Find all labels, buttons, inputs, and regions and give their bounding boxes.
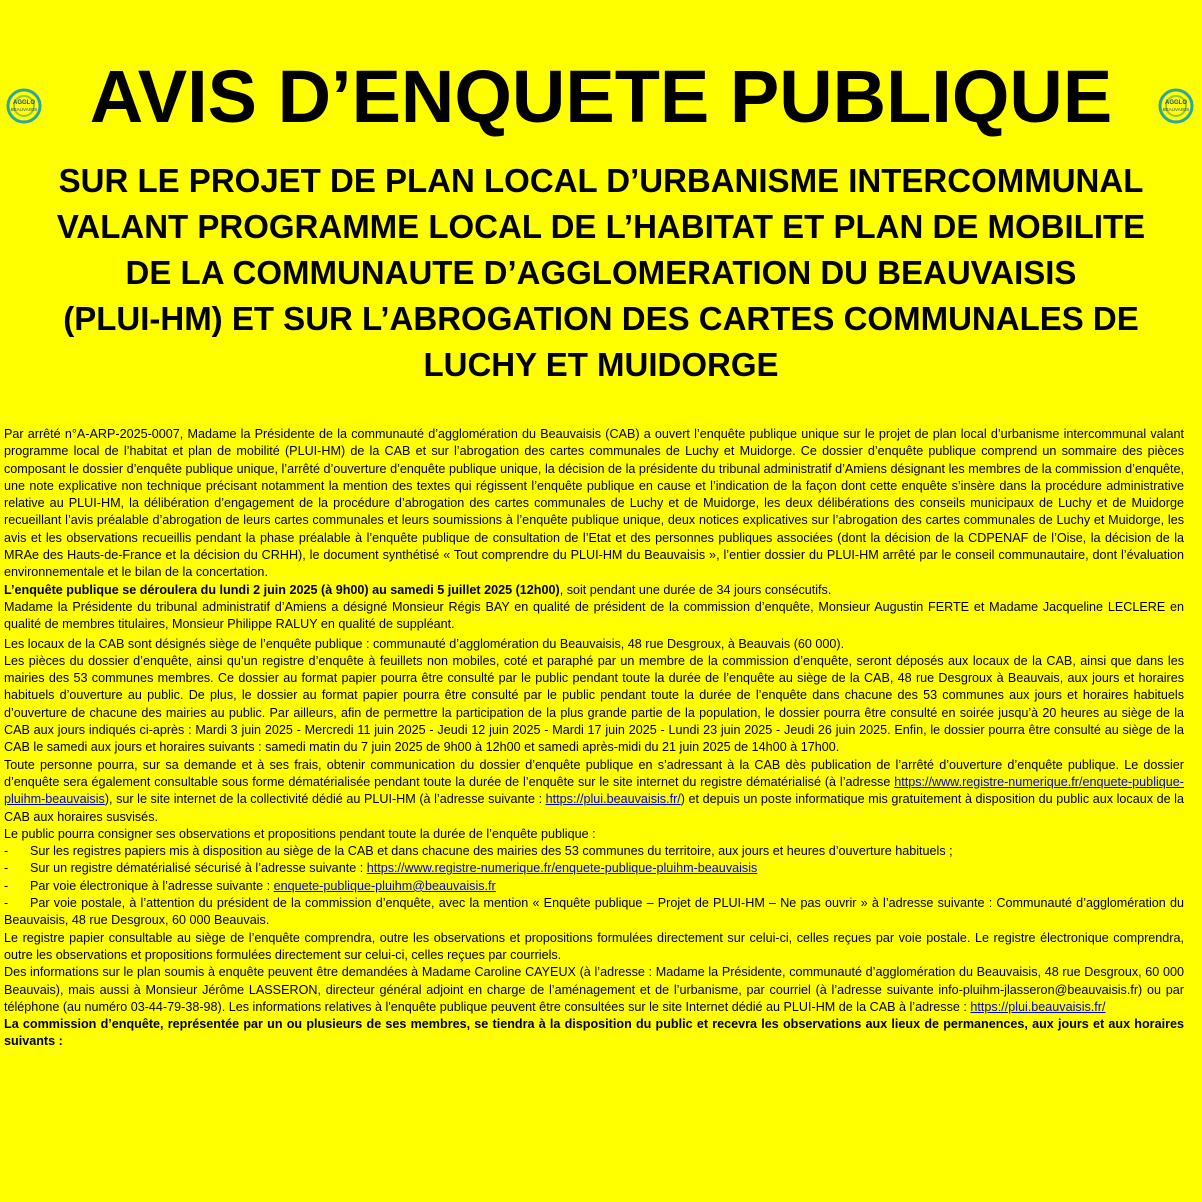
- paragraph-dates: [4, 582, 1184, 599]
- dash: -: [4, 878, 9, 893]
- list-item: [4, 843, 1184, 860]
- list-item: [4, 860, 1184, 877]
- list-item-text: Sur les registres papiers mis à disposition au siège de la CAB et dans chacune des mairies des 53 communes du territoire, aux jours et heures d’ouverture habituels ;: [30, 844, 953, 859]
- dash: -: [4, 896, 9, 911]
- paragraph-dossier: Par arrêté n°A-ARP-2025-0007, Madame la Présidente de la communauté d’agglomération du Beauvaisis (CAB) a ouvert l’enquête publique unique sur le projet de plan local d’urbanisme intercommunal valant programme local de l’habitat et plan de mobilité (PLUI-HM) de la CAB et sur l’abrogation des cartes communales de Luchy et Muidorge. Ce dossier d’enquête publique comprend un sommaire des pièces composant le dossier d’enquête publique unique, l’arrêté d’ouverture d’enquête publique unique, la décision de la présidente du tribunal administratif d’Amiens désignant les membres de la commission d’enquête, une note explicative non technique précisant notamment la mention des textes qui régissent l’enquête publique en cause et l’indication de la façon dont cette enquête s’insère dans la procédure administrative relative au PLUI-HM, la délibération d’engagement de la procédure d’abrogation des cartes communales de Luchy et de Muidorge, les deux délibérations des conseils municipaux de Luchy et de Muidorge recueillant l’avis préalable d’abrogation de leurs cartes communales et leurs soumissions à l’enquête publique unique, deux notices explicatives sur l’abrogation des cartes communales de Luchy et Muidorge, les avis et les observations recueillis pendant la phase préalable à l’enquête publique de consultation de l’Etat et des personnes publiques associées (dont la décision de la CDPENAF de l’Oise, la décision de la MRAe des Hauts-de-France et la décision du CRHH), le document synthétisé « Tout comprendre du PLUI-HM du Beauvaisis », l’entier dossier du PLUI-HM arrêté par le conseil communautaire, dont l’évaluation environnementale et le bilan de la concertation.: [4, 427, 1184, 580]
- paragraph-commission: Madame la Présidente du tribunal administratif d’Amiens a désigné Monsieur Régis BAY en qualité de président de la commission d’enquête, Monsieur Augustin FERTE et Madame Jacqueline LECLERE en qualité de membres titulaires, Monsieur Philippe RALUY en qualité de suppléant.: [4, 599, 1184, 632]
- svg-text:AGGLO: AGGLO: [13, 100, 35, 106]
- registre-link[interactable]: https://www.registre-numerique.fr/enquete-publique-pluihm-beauvaisis: [4, 774, 1184, 807]
- subtitle-line: DE LA COMMUNAUTE D’AGGLOMERATION DU BEAUVAISIS: [125, 254, 1077, 291]
- page-title: AVIS D’ENQUETE PUBLIQUE: [89, 55, 1113, 138]
- text: Toute personne pourra, sur sa demande et à ses frais, obtenir communication du dossier d’enquête publique en s’adressant à la CAB dès publication de l’arrêté d’ouverture d’enquête publique. Le dossier d’enquête sera également consultable sous forme dématérialisée pendant toute la durée de l’enquête sur le site internet du registre dématérialisé (à l’adresse: [4, 757, 1184, 789]
- subtitle-line: VALANT PROGRAMME LOCAL DE L’HABITAT ET PLAN DE MOBILITE: [56, 208, 1146, 245]
- paragraph-registre: Le registre papier consultable au siège de l’enquête comprendra, outre les observations et propositions formulées directement sur celui-ci, celles reçues par voie postale. Le registre électronique comprendra, outre les observations et propositions formulées directement sur celui-ci, celles reçues par courriels.: [4, 930, 1184, 962]
- paragraph-consultation: Les pièces du dossier d’enquête, ainsi qu’un registre d’enquête à feuillets non mobiles, coté et paraphé par un membre de la commission d’enquête, seront déposés aux locaux de la CAB, ainsi que dans les mairies des 53 communes membres. Ce dossier au format papier pourra être consulté par le public pendant toute la durée de l’enquête au siège de la CAB, 48 rue Desgroux à Beauvais, aux jours et horaires habituels d’ouverture au public. De plus, le dossier au format papier pourra être consulté par le public pendant toute la durée de l’enquête dans chacune des 53 communes aux jours et horaires habituels d’ouverture de chacune des mairies au public. Par ailleurs, afin de permettre la participation de la plus grande partie de la population, le dossier pourra être consulté en soirée jusqu’à 20 heures au siège de la CAB aux jours indiqués ci-après : Mardi 3 juin 2025 - Mercredi 11 juin 2025 - Jeudi 12 juin 2025 - Mardi 17 juin 2025 - Lundi 23 juin 2025 - Jeudi 26 juin 2025. Enfin, le dossier pourra être consulté au siège de la CAB le samedi aux jours et horaires suivants : samedi matin du 7 juin 2025 de 9h00 à 12h00 et samedi après-midi du 21 juin 2025 de 14h00 à 17h00.: [4, 653, 1184, 755]
- paragraph-permanences: La commission d’enquête, représentée par un ou plusieurs de ses membres, se tiendra à la disposition du public et recevra les observations aux lieux de permanences, aux jours et aux horaires suivants :: [4, 1017, 1184, 1049]
- plui-site-link[interactable]: https://plui.beauvaisis.fr/: [545, 792, 681, 807]
- list-item: [4, 895, 1184, 930]
- paragraph-communication: [4, 757, 1184, 826]
- list-item: [4, 878, 1184, 895]
- subtitle-line: (PLUI-HM) ET SUR L’ABROGATION DES CARTES COMMUNALES DE: [63, 300, 1139, 337]
- dates-bold: L’enquête publique se déroulera du lundi 2 juin 2025 (à 9h00) au samedi 5 juillet 2025 (12h00): [4, 582, 560, 597]
- text: ) et depuis un poste informatique mis gratuitement à disposition du public aux locaux de la CAB aux horaires susvisés.: [4, 792, 1184, 824]
- header: [0, 44, 1202, 150]
- svg-text:AGGLO: AGGLO: [1165, 100, 1187, 106]
- dates-rest: , soit pendant une durée de 34 jours consécutifs.: [559, 582, 832, 597]
- svg-text:BEAUVAISIS: BEAUVAISIS: [10, 107, 38, 112]
- plui-site-link[interactable]: https://plui.beauvaisis.fr/: [970, 999, 1106, 1014]
- agglo-beauvaisis-logo: [4, 86, 44, 126]
- dash: -: [4, 861, 9, 876]
- paragraph-informations: [4, 964, 1184, 1016]
- text: ), sur le site internet de la collectivité dédié au PLUI-HM (à l’adresse suivante :: [104, 792, 546, 807]
- notice-body: [4, 426, 1184, 1051]
- email-link[interactable]: enquete-publique-pluihm@beauvaisis.fr: [273, 878, 496, 893]
- agglo-beauvaisis-logo: [1156, 86, 1196, 126]
- dash: -: [4, 844, 9, 859]
- paragraph-observations: Le public pourra consigner ses observations et propositions pendant toute la durée de l’enquête publique :: [4, 826, 596, 841]
- list-item-text: Par voie postale, à l’attention du président de la commission d’enquête, avec la mention « Enquête publique – Projet de PLUI-HM – Ne pas ouvrir » à l’adresse suivante : Communauté d’agglomération du Beauvaisis, 48 rue Desgroux, 60 000 Beauvais.: [4, 896, 1184, 928]
- subtitle-line: LUCHY ET MUIDORGE: [423, 346, 779, 383]
- svg-text:BEAUVAISIS: BEAUVAISIS: [1162, 107, 1190, 112]
- list-item-text: Par voie électronique à l’adresse suivante :: [30, 878, 274, 893]
- subtitle: [0, 158, 1202, 388]
- paragraph-siege: Les locaux de la CAB sont désignés siège de l’enquête publique : communauté d’agglomération du Beauvaisis, 48 rue Desgroux, à Beauvais (60 000).: [4, 636, 845, 651]
- list-item-text: Sur un registre dématérialisé sécurisé à l’adresse suivante :: [30, 861, 367, 876]
- text: Des informations sur le plan soumis à enquête peuvent être demandées à Madame Caroline CAYEUX (à l’adresse : Madame la Présidente, communauté d’agglomération du Beauvaisis, 48 rue Desgroux, 60 000 Beauvais), mais aussi à Monsieur Jérôme LASSERON, directeur général adjoint en charge de l’aménagement et de l’urbanisme, par courriel (à l’adresse suivante info-pluihm-jlasseron@beauvaisis.fr) ou par téléphone (au numéro 03-44-79-38-98). Les informations relatives à l'enquête publique peuvent être consultées sur le site Internet dédié au PLUI-HM de la CAB à l’adresse :: [4, 965, 1184, 1014]
- registre-link[interactable]: https://www.registre-numerique.fr/enquete-publique-pluihm-beauvaisis: [366, 861, 758, 876]
- subtitle-line: SUR LE PROJET DE PLAN LOCAL D’URBANISME INTERCOMMUNAL: [58, 162, 1144, 199]
